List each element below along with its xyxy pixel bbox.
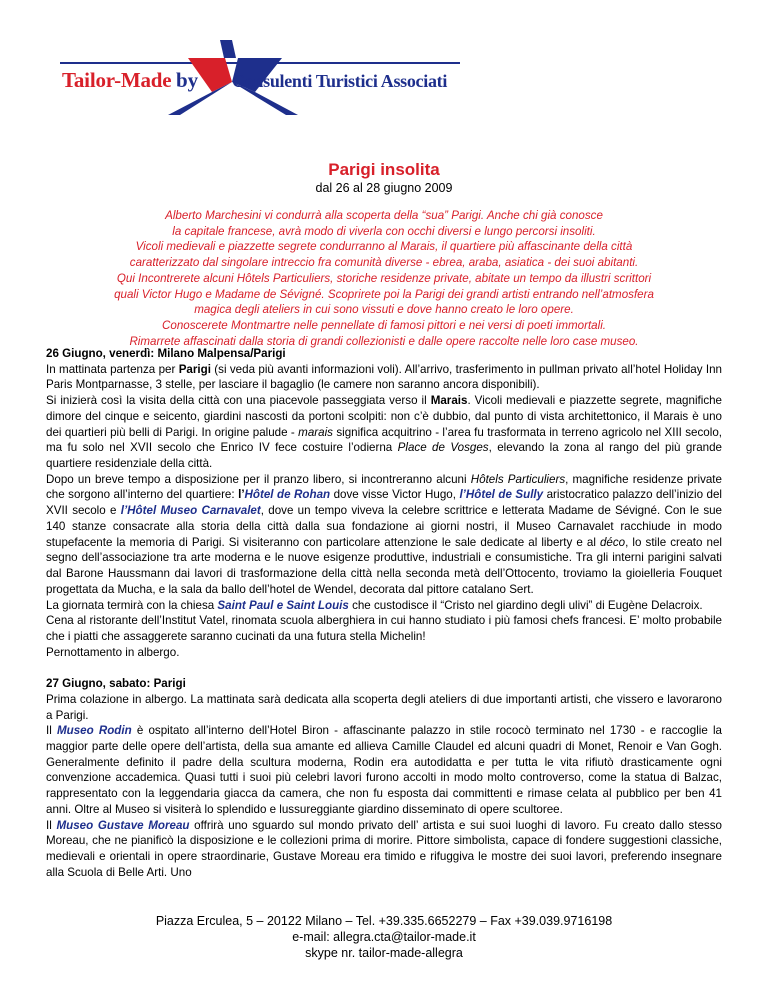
document-dates: dal 26 al 28 giugno 2009 xyxy=(315,181,453,195)
day1-paragraph: Dopo un breve tempo a disposizione per il pranzo libero, si incontreranno alcuni Hôtels Particuliers, magnifiche residenze private che sorgono all’interno del quartiere: l’Hôtel de Rohan dove visse Victor Hugo, l’Hôtel de Sully aristocratico palazzo dell’inizio del XVII secolo e l’Hôtel Museo Carnavalet, dove un tempo viveva la celebre scrittrice e letterata Madame de Sévigné. Con le sue 140 stanze consacrate alla storia della città dalla sua fondazione ai giorni nostri, il Museo Carnavalet racchiude in modo stupefacente la memoria di Parigi. Si visiteranno con particolare attenzione le sale dedicate al liberty e al déco, lo stile creato nel segno dell’associazione tra arte moderna e le nuove esigenze produttive, industriali e consumistiche. Tra gli interni parigini salvati dal Barone Haussmann dai lavori di trasformazione della città nella seconda metà dell’Ottocento, troviamo la gioielleria Fouquet progettata da Mucha, e la sala da ballo dell’hotel de Wendel, decorata dal pittore catalano Sert. xyxy=(46,472,723,596)
day1-paragraph: Pernottamento in albergo. xyxy=(46,645,180,659)
day1-paragraph: In mattinata partenza per Parigi (si veda più avanti informazioni voli). All’arrivo, trasferimento in pullman privato all’hotel Holiday Inn Paris Montparnasse, 3 stelle, per lasciare il bagaglio (le camere non saranno ancora disponibili). xyxy=(46,362,722,392)
intro-line: magica degli ateliers in cui sono vissuti e dove hanno creato le loro opere. xyxy=(194,303,574,317)
logo-tailor-made-text: Tailor-Made xyxy=(62,68,172,92)
day2-heading: 27 Giugno, sabato: Parigi xyxy=(46,677,186,691)
itinerary-body xyxy=(46,346,722,880)
intro-line: la capitale francese, avrà modo di viverla con occhi diversi e lungo percorsi insoliti. xyxy=(172,224,596,238)
company-logo xyxy=(60,40,460,115)
intro-line: Alberto Marchesini vi condurrà alla scoperta della “sua” Parigi. Anche chi già conosce xyxy=(165,209,603,222)
day1-paragraph: Cena al ristorante dell’Institut Vatel, rinomata scuola alberghiera in cui hanno studiato i più famosi chefs francesi. E’ molto probabile che i piatti che assaggerete saranno cucinati da una futura stella Michelin! xyxy=(46,614,722,643)
intro-line: Rimarrete affascinati dalla storia di grandi collezionisti e dalle opere raccolte nelle loro case museo. xyxy=(129,334,639,348)
day2-paragraph: Prima colazione in albergo. La mattinata sarà dedicata alla scoperta degli ateliers di due importanti artisti, che vissero e lavorarono a Parigi. xyxy=(46,692,722,722)
intro-line: caratterizzato dal singolare intreccio fra comunità diverse - ebrea, araba, asiatica - dei suoi abitanti. xyxy=(129,256,639,270)
footer-address: Piazza Erculea, 5 – 20122 Milano – Tel. +39.335.6652279 – Fax +39.039.9716198 xyxy=(155,914,613,928)
day2-paragraph: Il Museo Rodin è ospitato all’interno dell’Hotel Biron - affascinante palazzo in stile rococò terminato nel 1730 - e raccoglie la maggior parte delle opere dell’artista, della sua amante ed allieva Camille Claudel ed alcuni quadri di Monet, Renoir e Van Gogh. Generalmente definito il padre della scultura moderna, Rodin era autodidatta e per tutta le vita rifiutò drasticamente ogni convenzione accademica. Quasi tutti i suoi più celebri lavori furono accolti in modo molto controverso, come la statua di Balzac, rappresentato con la leggendaria giacca da camera, che non fu esposta dai committenti e rimase celata al pubblico per ben 41 anni. Oltre al Museo si visiterà lo splendido e lussureggiante giardino disseminato di opere scultoree. xyxy=(46,724,722,816)
document-title: Parigi insolita xyxy=(328,160,440,179)
page-footer xyxy=(0,913,768,961)
intro-line: Vicoli medievali e piazzette segrete condurranno al Marais, il quartiere più affascinante della città xyxy=(135,240,633,254)
intro-line: Qui Incontrerete alcuni Hôtels Particuliers, storiche residenze private, abitate un tempo da illustri scrittori xyxy=(116,271,652,285)
logo-cta-text: Consulenti Turistici Associati xyxy=(232,71,448,91)
day2-paragraph: Il Museo Gustave Moreau offrirà uno sguardo sul mondo privato dell’ artista e sui suoi luoghi di lavoro. Fu creato dallo stesso Moreau, che ne pianificò la disposizione e le collezioni prima di morire. Pittore simbolista, capace di fondere suggestioni classiche, medievali e orientali in opere straordinarie, Gustave Moreau era timido e rifuggiva le mostre dei suoi lavori, preferendo insegnare alla Scuola di Belle Arti. Uno xyxy=(46,818,722,879)
intro-line: quali Victor Hugo e Madame de Sévigné. Scoprirete poi la Parigi dei grandi artisti entrando nell’atmosfera xyxy=(114,287,654,301)
logo-by-text: by xyxy=(176,68,199,92)
intro-line: Conoscerete Montmartre nelle pennellate di famosi pittori e nei versi di poeti immortali. xyxy=(162,318,606,332)
day1-paragraph: Si inizierà così la visita della città con una piacevole passeggiata verso il Marais. Vicoli medievali e piazzette segrete, magnifiche dimore del cinque e seicento, giardini nascosti da portoni scolpiti: non c’è dubbio, dal punto di vista architettonico, il Marais è uno dei quartieri più belli di Parigi. In origine palude - marais significa acquitrino - l’area fu trasformata in terreno agricolo nel XIII secolo, ma fu solo nel XVII secolo che Enrico IV fece costuire l’odierna Place de Vosges, elevando la zona al rango del più grande quartiere residenziale della città. xyxy=(46,394,723,471)
footer-skype: skype nr. tailor-made-allegra xyxy=(305,946,463,960)
day1-heading: 26 Giugno, venerdì: Milano Malpensa/Parigi xyxy=(46,347,286,360)
day1-paragraph: La giornata termirà con la chiesa Saint Paul e Saint Louis che custodisce il “Cristo nel giardino degli ulivi” di Eugène Delacroix. xyxy=(46,598,703,612)
footer-email: e-mail: allegra.cta@tailor-made.it xyxy=(292,930,476,944)
intro-paragraph xyxy=(46,208,722,349)
